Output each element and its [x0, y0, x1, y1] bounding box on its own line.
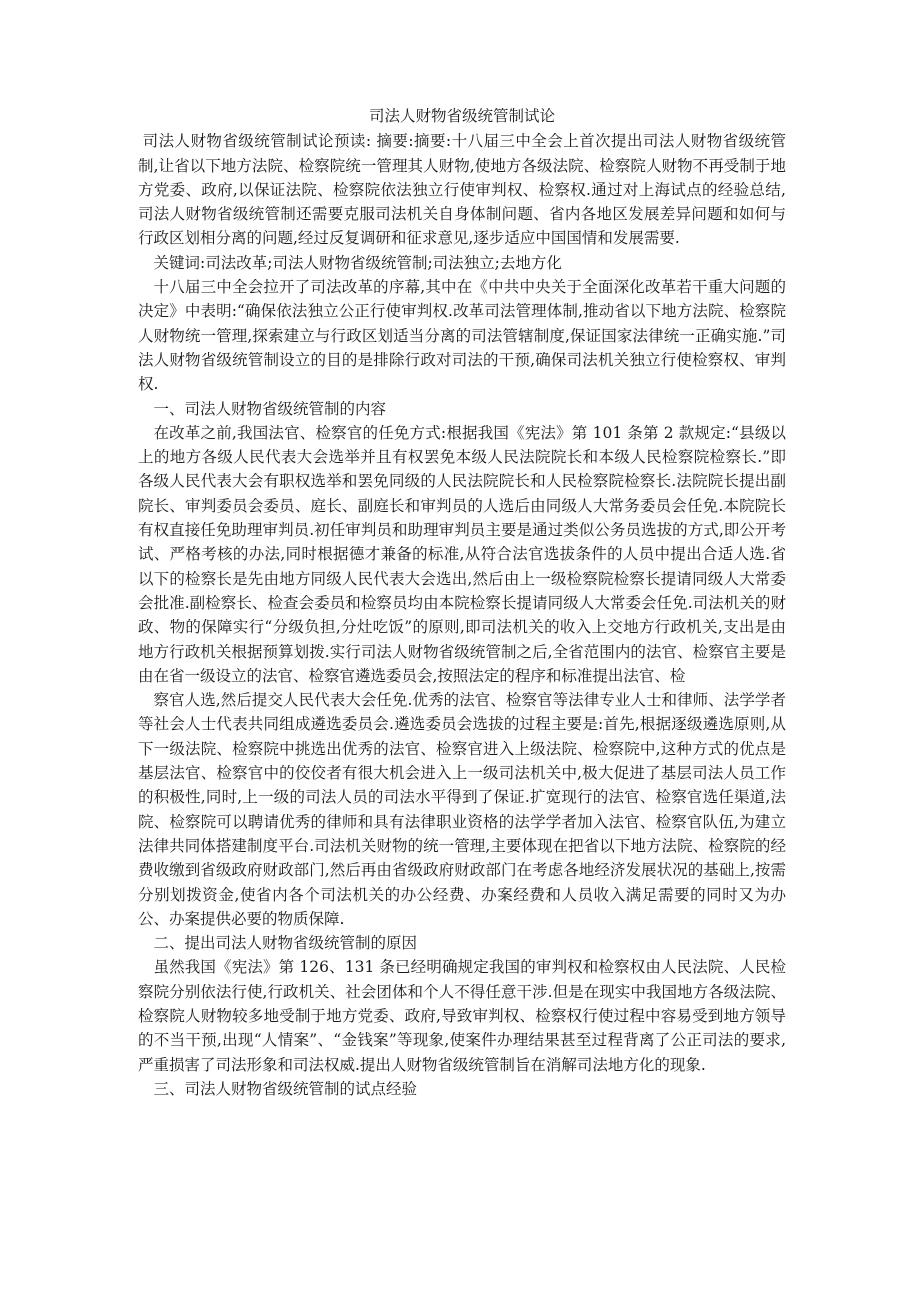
intro-paragraph: 十八届三中全会拉开了司法改革的序幕,其中在《中共中央关于全面深化改革若干重大问题的决定》中表明:“确保依法独立公正行使审判权.改革司法管理体制,推动省以下地方法院、检察院人财物统一管理,探索建立与行政区划适当分离的司法管辖制度,保证国家法律统一正确实施.”司法人财物省级统管制设立的目的是排除行政对司法的干预,确保司法机关独立行使检察权、审判权.	[138, 278, 786, 394]
abstract-paragraph: 司法人财物省级统管制试论预读: 摘要:摘要:十八届三中全会上首次提出司法人财物省级统管制,让省以下地方法院、检察院统一管理其人财物,使地方各级法院、检察院人财物不再受制于地方党委、政府,以保证法院、检察院依法独立行使审判权、检察权.通过对上海试点的经验总结,司法人财物省级统管制还需要克服司法机关自身体制问题、省内各地区发展差异问题和如何与行政区划相分离的问题,经过反复调研和征求意见,逐步适应中国国情和发展需要.	[138, 132, 786, 248]
body-paragraph: 在改革之前,我国法官、检察官的任免方式:根据我国《宪法》第 101 条第 2 款规定:“县级以上的地方各级人民代表大会选举并且有权罢免本级人民法院院长和本级人民检察院检察长.”即各级人民代表大会有职权选举和罢免同级的人民法院院长和人民检察院检察长.法院院长提出副院长、审判委员会委员、庭长、副庭长和审判员的人选后由同级人大常务委员会任免.本院院长有权直接任免助理审判员.初任审判员和助理审判员主要是通过类似公务员选拔的方式,即公开考试、严格考核的办法,同时根据德才兼备的标准,从符合法官选拔条件的人员中提出合适人选.省以下的检察长是先由地方同级人民代表大会选出,然后由上一级检察院检察长提请同级人大常委会批准.副检察长、检查会委员和检察员均由本院检察长提请同级人大常委会任免.司法机关的财政、物的保障实行“分级负担,分灶吃饭”的原则,即司法机关的收入上交地方行政机关,支出是由地方行政机关根据预算划拨.实行司法人财物省级统管制之后,全省范围内的法官、检察官主要是由在省一级设立的法官、检察官遴选委员会,按照法定的程序和标准提出法官、检	[138, 423, 786, 685]
body-paragraph: 察官人选,然后提交人民代表大会任免.优秀的法官、检察官等法律专业人士和律师、法学学者等社会人士代表共同组成遴选委员会.遴选委员会选拔的过程主要是:首先,根据逐级遴选原则,从下一级法院、检察院中挑选出优秀的法官、检察官进入上级法院、检察院中,这种方式的优点是基层法官、检察官中的佼佼者有很大机会进入上一级司法机关中,极大促进了基层司法人员工作的积极性,同时,上一级的司法人员的司法水平得到了保证.扩宽现行的法官、检察官选任渠道,法院、检察院可以聘请优秀的律师和具有法律职业资格的法学学者加入法官、检察官队伍,为建立法律共同体搭建制度平台.司法机关财物的统一管理,主要体现在把省以下地方法院、检察院的经费收缴到省级政府财政部门,然后再由省级政府财政部门在考虑各地经济发展状况的基础上,按需分别划拨资金,使省内各个司法机关的办公经费、办案经费和人员收入满足需要的同时又为办公、办案提供必要的物质保障.	[138, 691, 786, 928]
document-body	[138, 104, 786, 1101]
body-paragraph: 虽然我国《宪法》第 126、131 条已经明确规定我国的审判权和检察权由人民法院、人民检察院分别依法行使,行政机关、社会团体和个人不得任意干涉.但是在现实中我国地方各级法院、检察院人财物较多地受制于地方党委、政府,导致审判权、检察权行使过程中容易受到地方领导的不当干预,出现“人情案”、“金钱案”等现象,使案件办理结果甚至过程背离了公正司法的要求,严重损害了司法形象和司法权威.提出人财物省级统管制旨在消解司法地方化的现象.	[138, 958, 786, 1074]
section-heading-1: 一、司法人财物省级统管制的内容	[153, 399, 387, 418]
document-title: 司法人财物省级统管制试论	[368, 107, 555, 125]
section-heading-3: 三、司法人财物省级统管制的试点经验	[153, 1079, 418, 1098]
section-heading-2: 二、提出司法人财物省级统管制的原因	[153, 934, 418, 953]
keywords-paragraph: 关键词:司法改革;司法人财物省级统管制;司法独立;去地方化	[153, 253, 562, 272]
